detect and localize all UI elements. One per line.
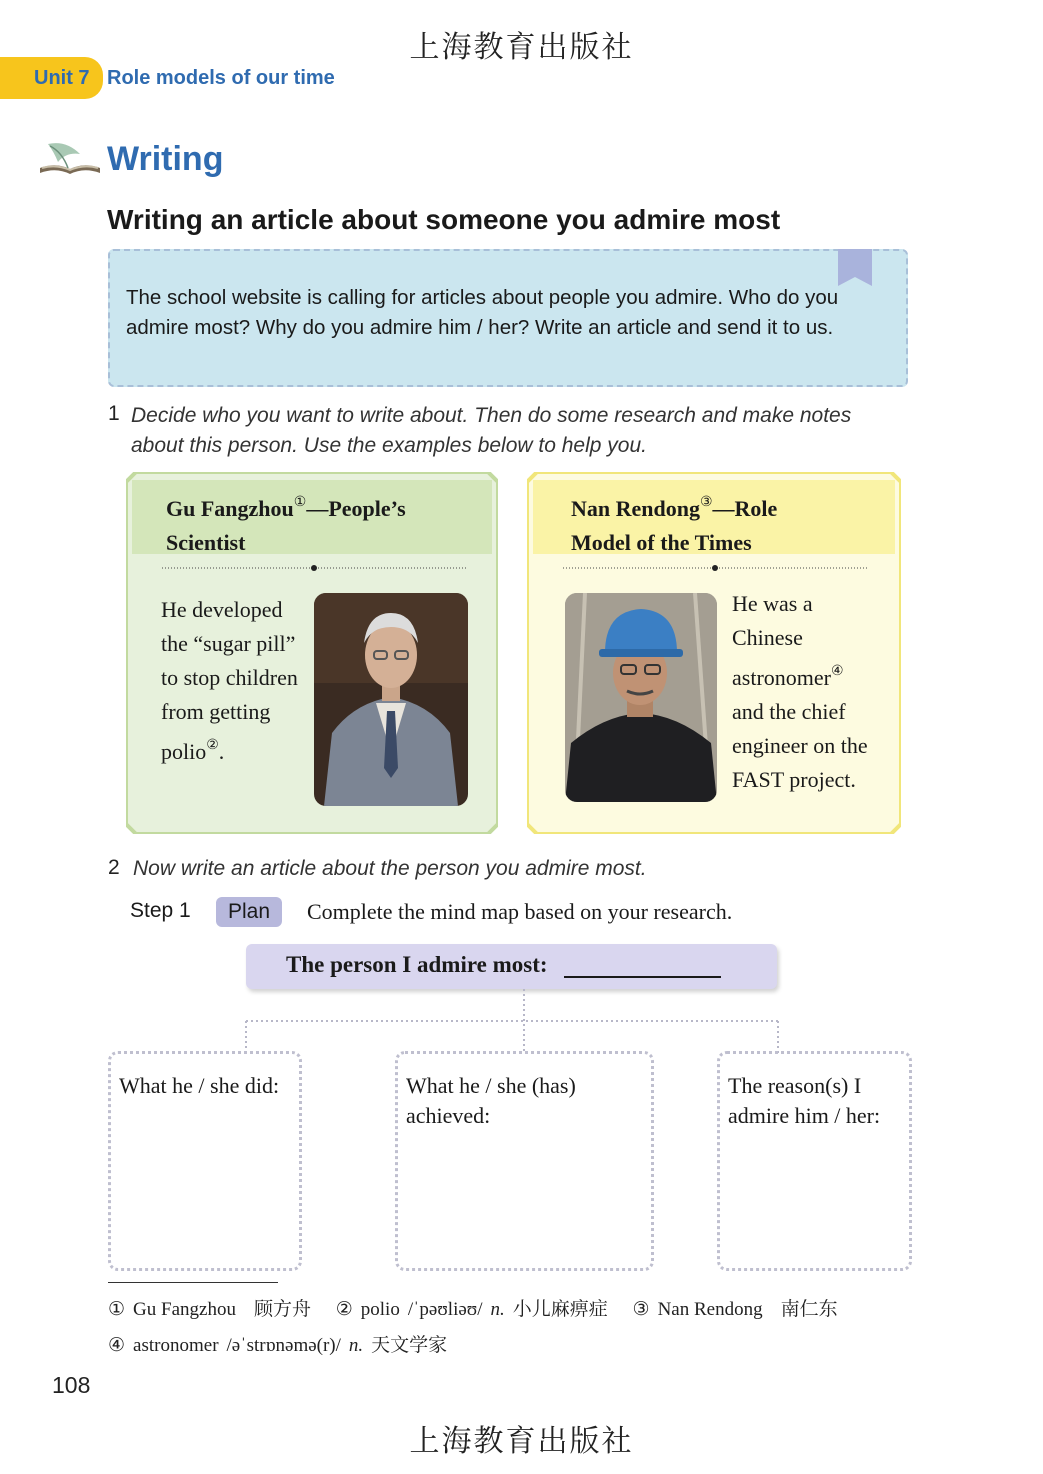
- card-body-line: Chinese: [732, 625, 803, 650]
- mind-map-box-did-label: What he / she did:: [119, 1073, 280, 1098]
- footnote-mark-3: ③: [699, 495, 713, 510]
- instruction-1-text: Decide who you want to write about. Then do some research and make notes about this person. Use the examples below to help you.: [131, 404, 852, 457]
- box-label-line: The reason(s) I: [728, 1073, 862, 1098]
- footnote-num: ③: [632, 1299, 650, 1320]
- card-title-rest: —People’s: [306, 496, 406, 521]
- card-body-line: astronomer: [732, 665, 831, 690]
- card-body-line: from getting: [161, 699, 271, 724]
- page-number: 108: [52, 1372, 91, 1398]
- publisher-header: 上海教育出版社: [409, 30, 634, 65]
- footnote-line-1: [108, 1294, 858, 1321]
- footnote-translation: 南仁东: [780, 1299, 838, 1320]
- box-label-line: achieved:: [406, 1103, 491, 1128]
- instruction-2-text: Now write an article about the person you admire most.: [133, 857, 647, 880]
- step-text: Complete the mind map based on your research.: [307, 899, 733, 924]
- card-title-line2: Model of the Times: [571, 530, 752, 555]
- plan-badge: Plan: [216, 897, 282, 927]
- card-gu-fangzhou: [126, 472, 498, 834]
- footnote-mark-4: ④: [830, 664, 844, 679]
- mind-map-answer-blank[interactable]: [564, 950, 721, 978]
- mind-map-box-reasons-label: [728, 1071, 908, 1131]
- footnote-pos: n.: [490, 1299, 505, 1320]
- card-body-nan: [732, 587, 892, 797]
- mind-map-title: The person I admire most:: [286, 952, 548, 977]
- box-label-line: What he / she (has): [406, 1073, 576, 1098]
- footnote-1: [108, 1299, 311, 1320]
- instruction-2-number: 2: [108, 856, 120, 879]
- unit-title: Role models of our time: [107, 67, 335, 89]
- footnote-num: ①: [108, 1299, 126, 1320]
- box-label-line: admire him / her:: [728, 1103, 881, 1128]
- bookmark-icon: [838, 249, 872, 286]
- mind-map-box-achieved-label: [406, 1071, 646, 1131]
- footnote-3: [633, 1299, 838, 1320]
- footnote-mark-1: ①: [293, 495, 307, 510]
- footnote-rule: [108, 1282, 278, 1283]
- footnote-word: astronomer: [133, 1335, 219, 1356]
- footnote-4: [108, 1335, 447, 1356]
- instruction-1-number: 1: [108, 402, 120, 425]
- card-body-line: FAST project.: [732, 767, 856, 792]
- card-title-rest: —Role: [712, 496, 778, 521]
- card-body-end: .: [218, 739, 225, 764]
- section-subheading: Writing an article about someone you admire most: [107, 204, 781, 235]
- footnote-line-2: [108, 1330, 467, 1357]
- footnote-pos: n.: [348, 1335, 364, 1356]
- footnote-2: [336, 1299, 608, 1320]
- footnote-ipa: /əˈstrɒnəmə(r)/: [226, 1335, 341, 1356]
- card-title-nan: [571, 486, 891, 560]
- card-body-line: to stop children: [161, 665, 298, 690]
- footnote-mark-2: ②: [206, 738, 219, 753]
- section-heading: Writing: [107, 140, 224, 178]
- footnote-word: Gu Fangzhou: [133, 1299, 236, 1320]
- card-name: Nan Rendong: [571, 496, 700, 521]
- publisher-footer: 上海教育出版社: [409, 1424, 634, 1459]
- footnote-word: Nan Rendong: [657, 1299, 763, 1320]
- footnote-translation: 天文学家: [371, 1335, 448, 1356]
- photo-gu-fangzhou: [314, 593, 468, 806]
- footnote-num: ④: [108, 1335, 126, 1356]
- footnote-ipa: /ˈpəʊliəʊ/: [407, 1299, 483, 1320]
- card-title-line2: Scientist: [166, 530, 246, 555]
- open-book-feather-icon: [36, 138, 104, 178]
- footnote-translation: 顾方舟: [253, 1299, 311, 1320]
- card-body-line: and the chief: [732, 699, 846, 724]
- footnote-translation: 小儿麻痹症: [512, 1299, 608, 1320]
- card-title-gu: [166, 486, 486, 560]
- card-body-line: He developed: [161, 597, 283, 622]
- mind-map-connectors: [0, 989, 1043, 1053]
- card-body-line: the “sugar pill”: [161, 631, 296, 656]
- card-body-line: engineer on the: [732, 733, 868, 758]
- card-body-line: He was a: [732, 591, 813, 616]
- card-body-gu: [161, 593, 321, 769]
- prompt-text: The school website is calling for articles about people you admire. Who do you admire most? Why do you admire him / her? Write an article and send it to us.: [126, 286, 839, 339]
- photo-nan-rendong: [565, 593, 717, 802]
- card-nan-rendong: [527, 472, 901, 834]
- card-name: Gu Fangzhou: [166, 496, 294, 521]
- card-body-line: polio: [161, 739, 207, 764]
- step-label: Step 1: [130, 899, 191, 922]
- footnote-num: ②: [335, 1299, 353, 1320]
- unit-label: Unit 7: [34, 67, 90, 89]
- footnote-word: polio: [360, 1299, 400, 1320]
